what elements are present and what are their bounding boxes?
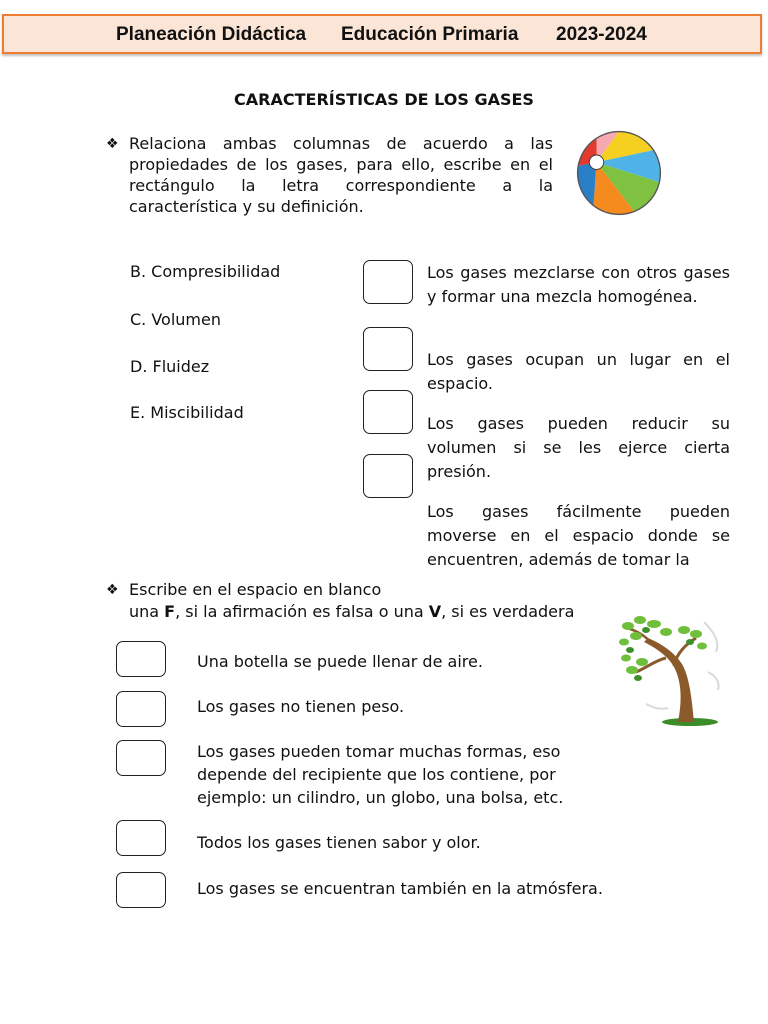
header-band [2, 14, 762, 54]
answer-box-2[interactable] [363, 327, 413, 371]
definition-miscibilidad: Los gases mezclarse con otros gases y formar una mezcla homogénea. [427, 263, 730, 306]
header-year: 2023-2024 [556, 24, 647, 45]
definition-volumen: Los gases ocupan un lugar en el espacio. [427, 350, 730, 393]
bullet-icon: ❖ [106, 582, 119, 598]
header-planeacion: Planeación Didáctica [116, 24, 307, 45]
instruction-write-line1: Escribe en el espacio en blanco [129, 580, 382, 599]
statement-1: Una botella se puede llenar de aire. [197, 652, 483, 671]
tf-box-3[interactable] [116, 740, 166, 776]
instruction-relate: Relaciona ambas columnas de acuerdo a las propiedades de los gases, para ello, escribe en el rectángulo la letra correspondiente a la característica y su definición. [129, 134, 553, 216]
answer-box-4[interactable] [363, 454, 413, 498]
bullet-icon: ❖ [106, 136, 119, 152]
item-compresibilidad: B. Compresibilidad [130, 262, 281, 281]
answer-box-1[interactable] [363, 260, 413, 304]
beach-ball-icon [574, 128, 664, 218]
definition-fluidez: Los gases fácilmente pueden moverse en el espacio donde se encuentren, además de tomar la [427, 502, 730, 569]
page-title: CARACTERÍSTICAS DE LOS GASES [234, 90, 534, 109]
tf-box-4[interactable] [116, 820, 166, 856]
statement-3: Los gases pueden tomar muchas formas, eso depende del recipiente que los contiene, por ejemplo: un cilindro, un globo, una bolsa, etc. [197, 742, 564, 807]
tf-box-5[interactable] [116, 872, 166, 908]
answer-box-3[interactable] [363, 390, 413, 434]
windy-tree-icon [616, 612, 724, 730]
statement-2: Los gases no tienen peso. [197, 697, 405, 716]
tf-box-2[interactable] [116, 691, 166, 727]
definition-compresibilidad: Los gases pueden reducir su volumen si se les ejerce cierta presión. [427, 414, 730, 481]
instruction-write-line2: una F, si la afirmación es falsa o una V, si es verdadera [129, 602, 575, 621]
item-fluidez: D. Fluidez [130, 357, 210, 376]
statement-4: Todos los gases tienen sabor y olor. [197, 833, 481, 852]
item-volumen: C. Volumen [130, 310, 221, 329]
header-educacion: Educación Primaria [341, 24, 519, 45]
statement-5: Los gases se encuentran también en la atmósfera. [197, 879, 603, 898]
item-miscibilidad: E. Miscibilidad [130, 403, 244, 422]
tf-box-1[interactable] [116, 641, 166, 677]
